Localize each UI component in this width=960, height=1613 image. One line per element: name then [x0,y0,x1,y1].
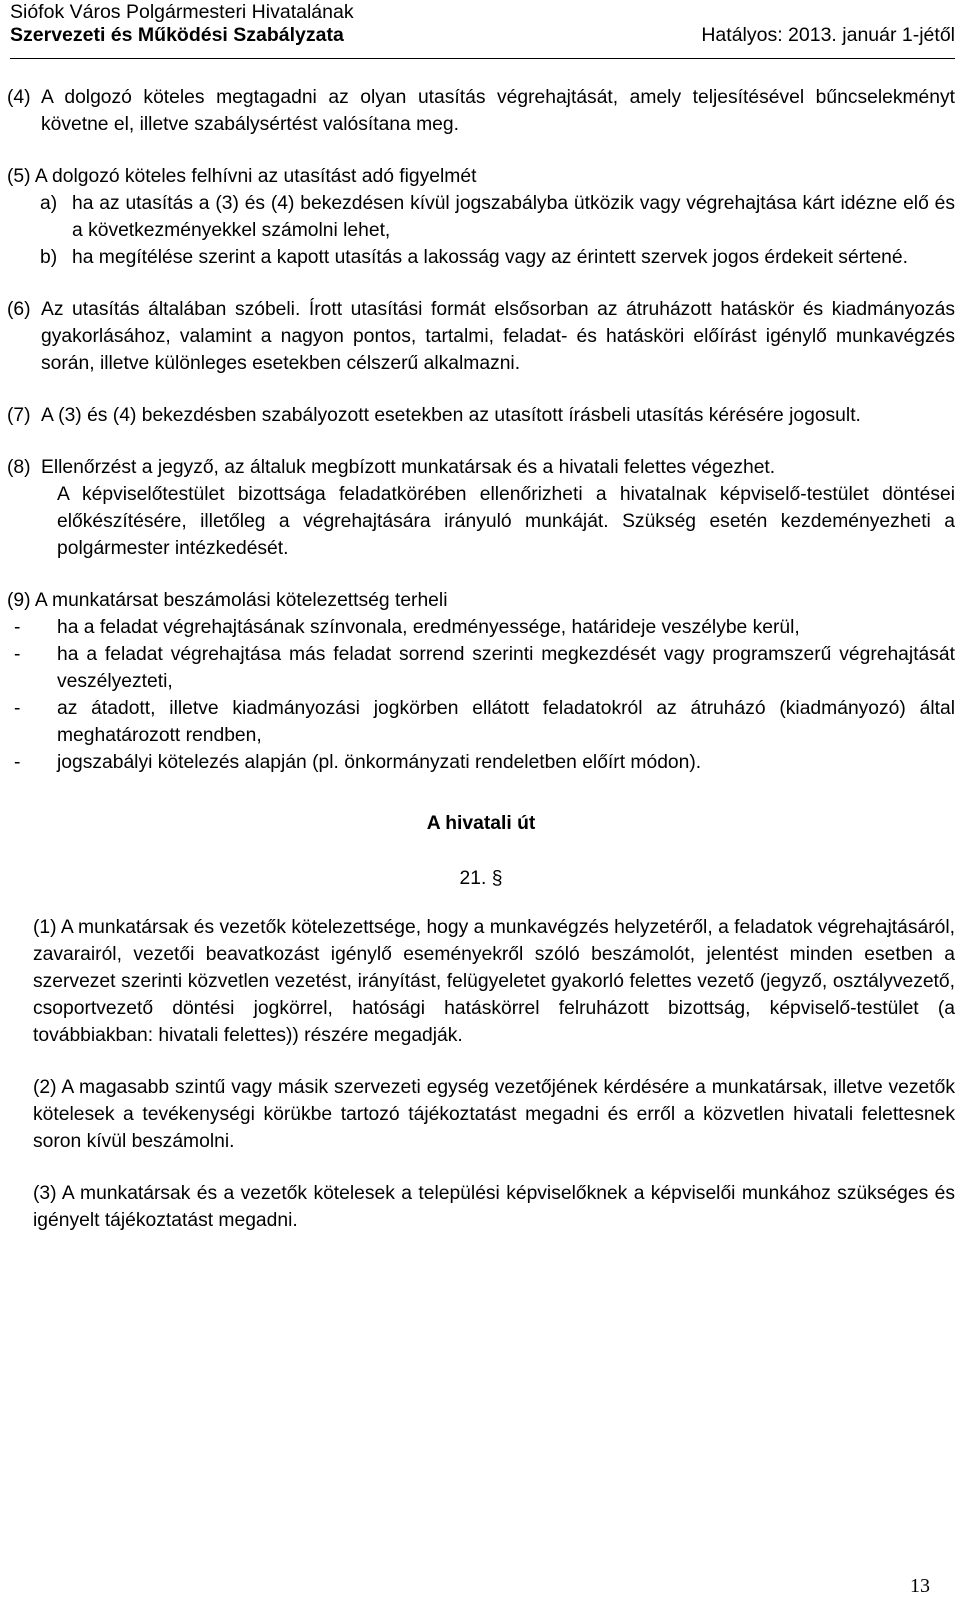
paragraph-4 [7,84,955,138]
list-dash: - [14,644,21,665]
header-document-title: Szervezeti és Működési Szabályzata [10,24,344,46]
section-paragraph-2: (2) A magasabb szintű vagy másik szervezeti egység vezetőjének kérdésére a munkatársak, illetve vezetők kötelesek a tevékenységi körükbe tartozó tájékoztatást megadni és erről a közvetlen hivatali felettesnek soron kívül beszámolni. [33,1077,955,1152]
list-item [14,641,955,695]
page-header [10,0,955,59]
reporting-list [7,614,955,776]
document-body [7,84,955,1234]
list-dash: - [14,698,21,719]
paragraph-number: (6) [7,299,31,320]
header-effective-date: Hatályos: 2013. január 1-jétől [701,24,955,46]
paragraph-intro: (5) A dolgozó köteles felhívni az utasítást adó figyelmét [7,166,477,187]
paragraph-text: Az utasítás általában szóbeli. Írott utasítási formát elsősorban az átruházott hatáskör és kiadmányozás gyakorlásához, valamint a nagyon pontos, tartalmi, feladat- és hatásköri előírást igénylő munkavégzés során, illetve különleges esetekben célszerű alkalmazni. [41,299,955,374]
item-text: ha az utasítás a (3) és (4) bekezdésen kívül jogszabályba ütközik vagy végrehajtása kárt idézne elő és a következményekkel számolni lehet, [72,193,955,241]
list-item-a [7,190,955,244]
paragraph-7 [7,402,955,429]
paragraph-number: (8) [7,457,31,478]
list-item [14,695,955,749]
item-marker: a) [40,193,58,214]
paragraph-6 [7,296,955,377]
paragraph-number: (7) [7,405,31,426]
section-heading: A hivatali út [426,813,536,834]
paragraph-text: A (3) és (4) bekezdésben szabályozott esetekben az utasított írásbeli utasítás kérésére jogosult. [41,405,861,426]
list-item-text: jogszabályi kötelezés alapján (pl. önkormányzati rendeletben előírt módon). [57,752,702,773]
section-paragraph-1: (1) A munkatársak és vezetők kötelezettsége, hogy a munkavégzés helyzetéről, a feladatok végrehajtásáról, zavarairól, vezetői beavatkozást igénylő eseményekről szóló beszámolót, jelentést minden esetben a szervezet szerinti közvetlen vezetést, irányítást, felügyeletet gyakorló felettes vezető (jegyző, osztályvezető, csoportvezető döntési jogkörrel, hatósági hatáskörrel felruházott bizottság, képviselő-testület (a továbbiakban: hivatali felettes)) részére megadják. [33,917,955,1046]
paragraph-text: Ellenőrzést a jegyző, az általuk megbízott munkatársak és a hivatali felettes végezhet. [41,457,776,478]
list-dash: - [14,752,21,773]
header-title-row [10,24,955,47]
paragraph-number: (4) [7,87,31,108]
paragraph-8 [7,454,955,562]
section-number: 21. § [459,868,503,889]
header-rule [10,58,955,59]
paragraph-intro: (9) A munkatársat beszámolási kötelezettség terheli [7,590,448,611]
paragraph-8-first [7,454,955,481]
item-marker: b) [40,247,58,268]
item-text: ha megítélése szerint a kapott utasítás a lakosság vagy az érintett szervek jogos érdekeit sértené. [72,247,908,268]
list-item-text: ha a feladat végrehajtásának színvonala, eredményessége, határideje veszélybe kerül, [57,617,800,638]
section-paragraph-3: (3) A munkatársak és a vezetők kötelesek a települési képviselőknek a képviselői munkához szükséges és igényelt tájékoztatást megadni. [33,1183,955,1231]
list-item-b [7,244,955,271]
header-organization: Siófok Város Polgármesteri Hivatalának [10,1,354,23]
list-item [14,614,955,641]
list-item [14,749,955,776]
paragraph-9 [7,587,955,776]
page-number: 13 [910,1575,930,1597]
list-item-text: ha a feladat végrehajtása más feladat sorrend szerinti megkezdését vagy programszerű végrehajtását veszélyezteti, [57,644,955,692]
list-dash: - [14,617,21,638]
paragraph-5 [7,163,955,271]
paragraph-text: A dolgozó köteles megtagadni az olyan utasítás végrehajtását, amely teljesítésével bűncselekményt követne el, illetve szabálysértést valósítana meg. [41,87,955,135]
list-item-text: az átadott, illetve kiadmányozási jogkörben ellátott feladatokról az átruházó (kiadmányozó) által meghatározott rendben, [57,698,955,746]
paragraph-8-second: A képviselőtestület bizottsága feladatkörében ellenőrizheti a hivatalnak képviselő-testület döntései előkészítésére, illetőleg a végrehajtására irányuló munkáját. Szükség esetén kezdeményezheti a polgármester intézkedését. [57,484,955,559]
